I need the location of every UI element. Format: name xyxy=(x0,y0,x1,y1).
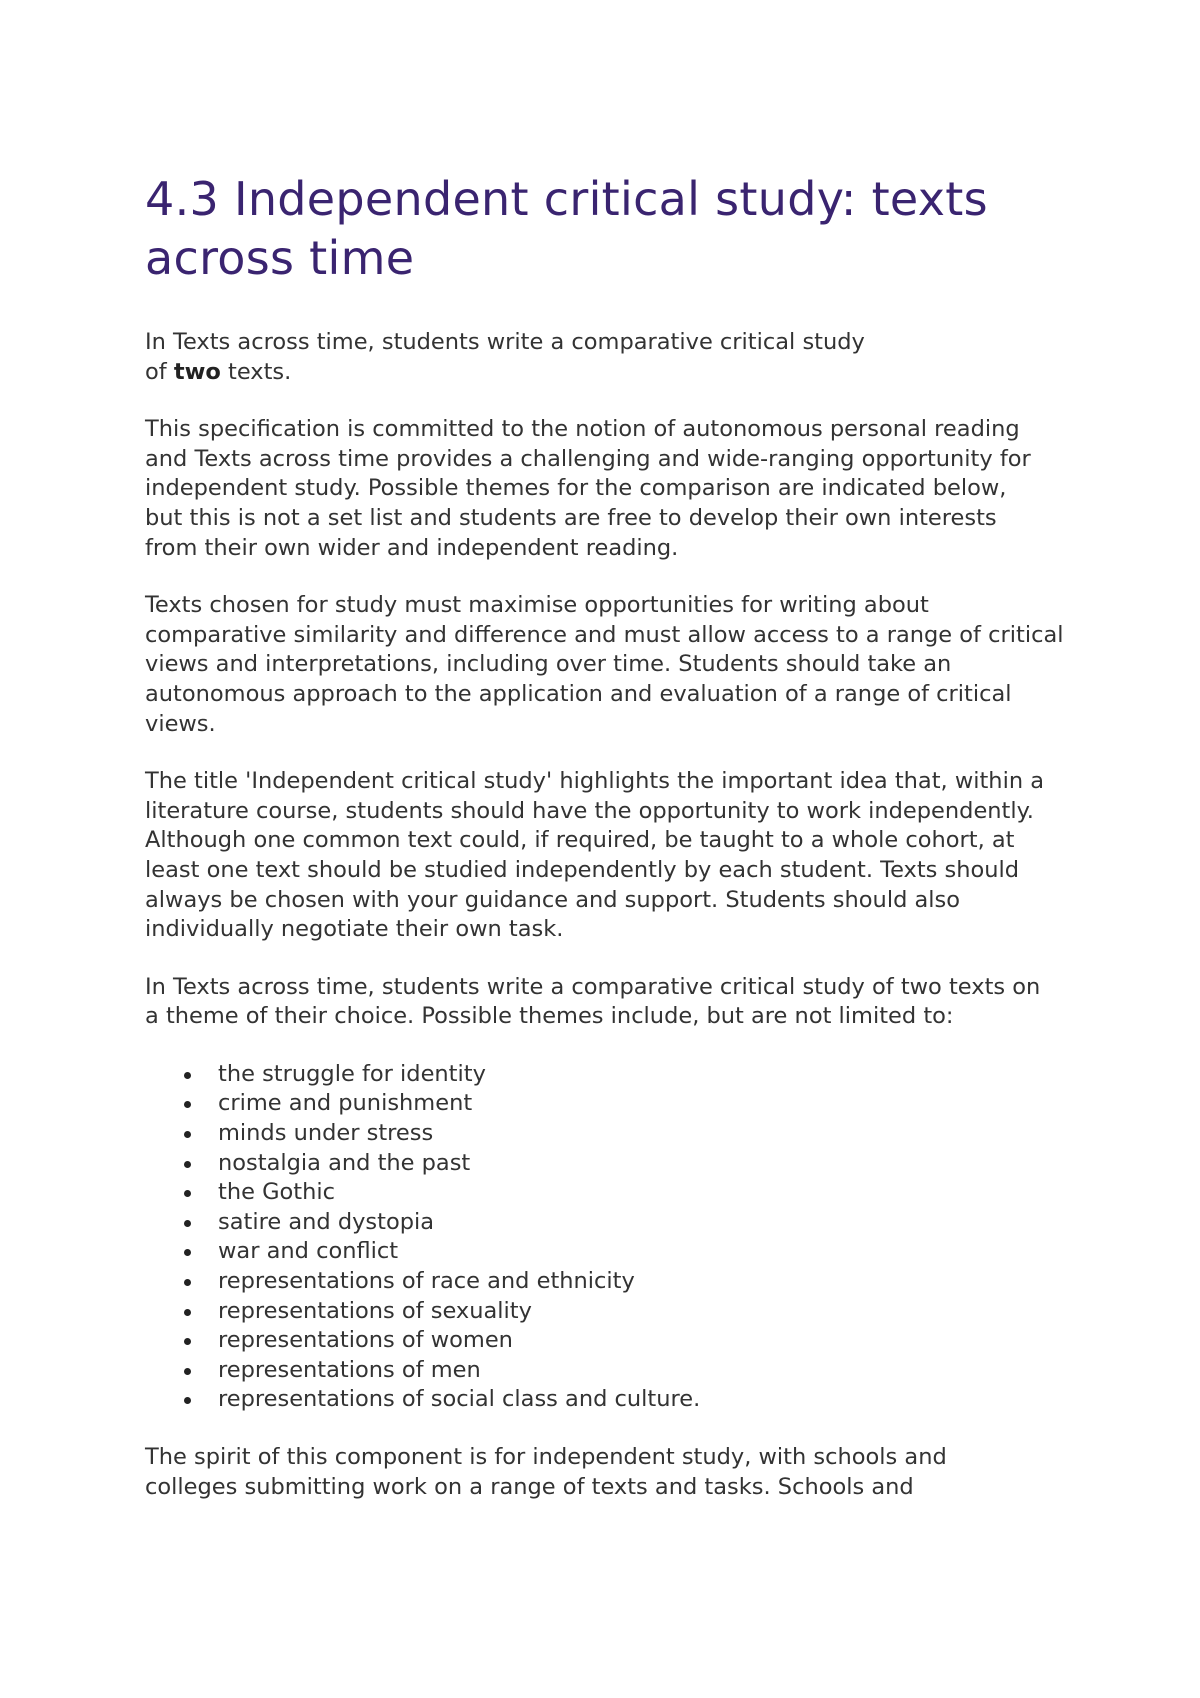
bullet-icon xyxy=(184,1397,191,1404)
bullet-icon xyxy=(184,1338,191,1345)
intro-text-before: In Texts across time, students write a comparative critical study of xyxy=(145,329,865,385)
themes-list xyxy=(145,1060,1075,1415)
list-item: the struggle for identity xyxy=(218,1060,1075,1090)
bullet-icon xyxy=(184,1249,191,1256)
closing-paragraph: The spirit of this component is for independent study, with schools and colleges submitting work on a range of texts and tasks. Schools and xyxy=(145,1444,947,1500)
list-item: representations of women xyxy=(218,1326,1075,1356)
list-item: representations of race and ethnicity xyxy=(218,1267,1075,1297)
bullet-icon xyxy=(184,1309,191,1316)
list-item: crime and punishment xyxy=(218,1089,1075,1119)
body-paragraph-4: In Texts across time, students write a comparative critical study of two texts on a theme of their choice. Possible themes include, but are not limited to: xyxy=(145,973,1041,1030)
intro-paragraph xyxy=(145,328,890,387)
body-paragraph-2: Texts chosen for study must maximise opportunities for writing about comparative similarity and difference and must allow access to a range of critical views and interpretations, including over time. Students should take an autonomous approach to the application and evaluation of a range of critical views. xyxy=(145,592,1064,737)
list-item: the Gothic xyxy=(218,1178,1075,1208)
bullet-icon xyxy=(184,1131,191,1138)
list-item: representations of men xyxy=(218,1356,1075,1386)
bullet-icon xyxy=(184,1220,191,1227)
body-paragraph-3: The title 'Independent critical study' highlights the important idea that, within a literature course, students should have the opportunity to work independently. Although one common text could, if required, be taught to a whole cohort, at least one text should be studied independently by each student. Texts should always be chosen with your guidance and support. Students should also individually negotiate their own task. xyxy=(145,768,1045,943)
intro-bold-word: two xyxy=(173,358,221,385)
list-item: nostalgia and the past xyxy=(218,1149,1075,1179)
body-paragraph-1: This specification is committed to the notion of autonomous personal reading and Texts across time provides a challenging and wide-ranging opportunity for independent study. Possible themes for the comparison are indicated below, but this is not a set list and students are free to develop their own interests from their own wider and independent reading. xyxy=(145,416,1031,561)
list-item: war and conflict xyxy=(218,1237,1075,1267)
bullet-icon xyxy=(184,1072,191,1079)
bullet-icon xyxy=(184,1190,191,1197)
list-item: satire and dystopia xyxy=(218,1208,1075,1238)
bullet-icon xyxy=(184,1279,191,1286)
page-title: 4.3 Independent critical study: texts across time xyxy=(145,172,988,285)
intro-text-after: texts. xyxy=(220,358,292,385)
document-page xyxy=(145,170,1075,1530)
list-item: representations of social class and culture. xyxy=(218,1385,1075,1415)
list-item: minds under stress xyxy=(218,1119,1075,1149)
bullet-icon xyxy=(184,1161,191,1168)
bullet-icon xyxy=(184,1101,191,1108)
bullet-icon xyxy=(184,1368,191,1375)
list-item: representations of sexuality xyxy=(218,1297,1075,1327)
